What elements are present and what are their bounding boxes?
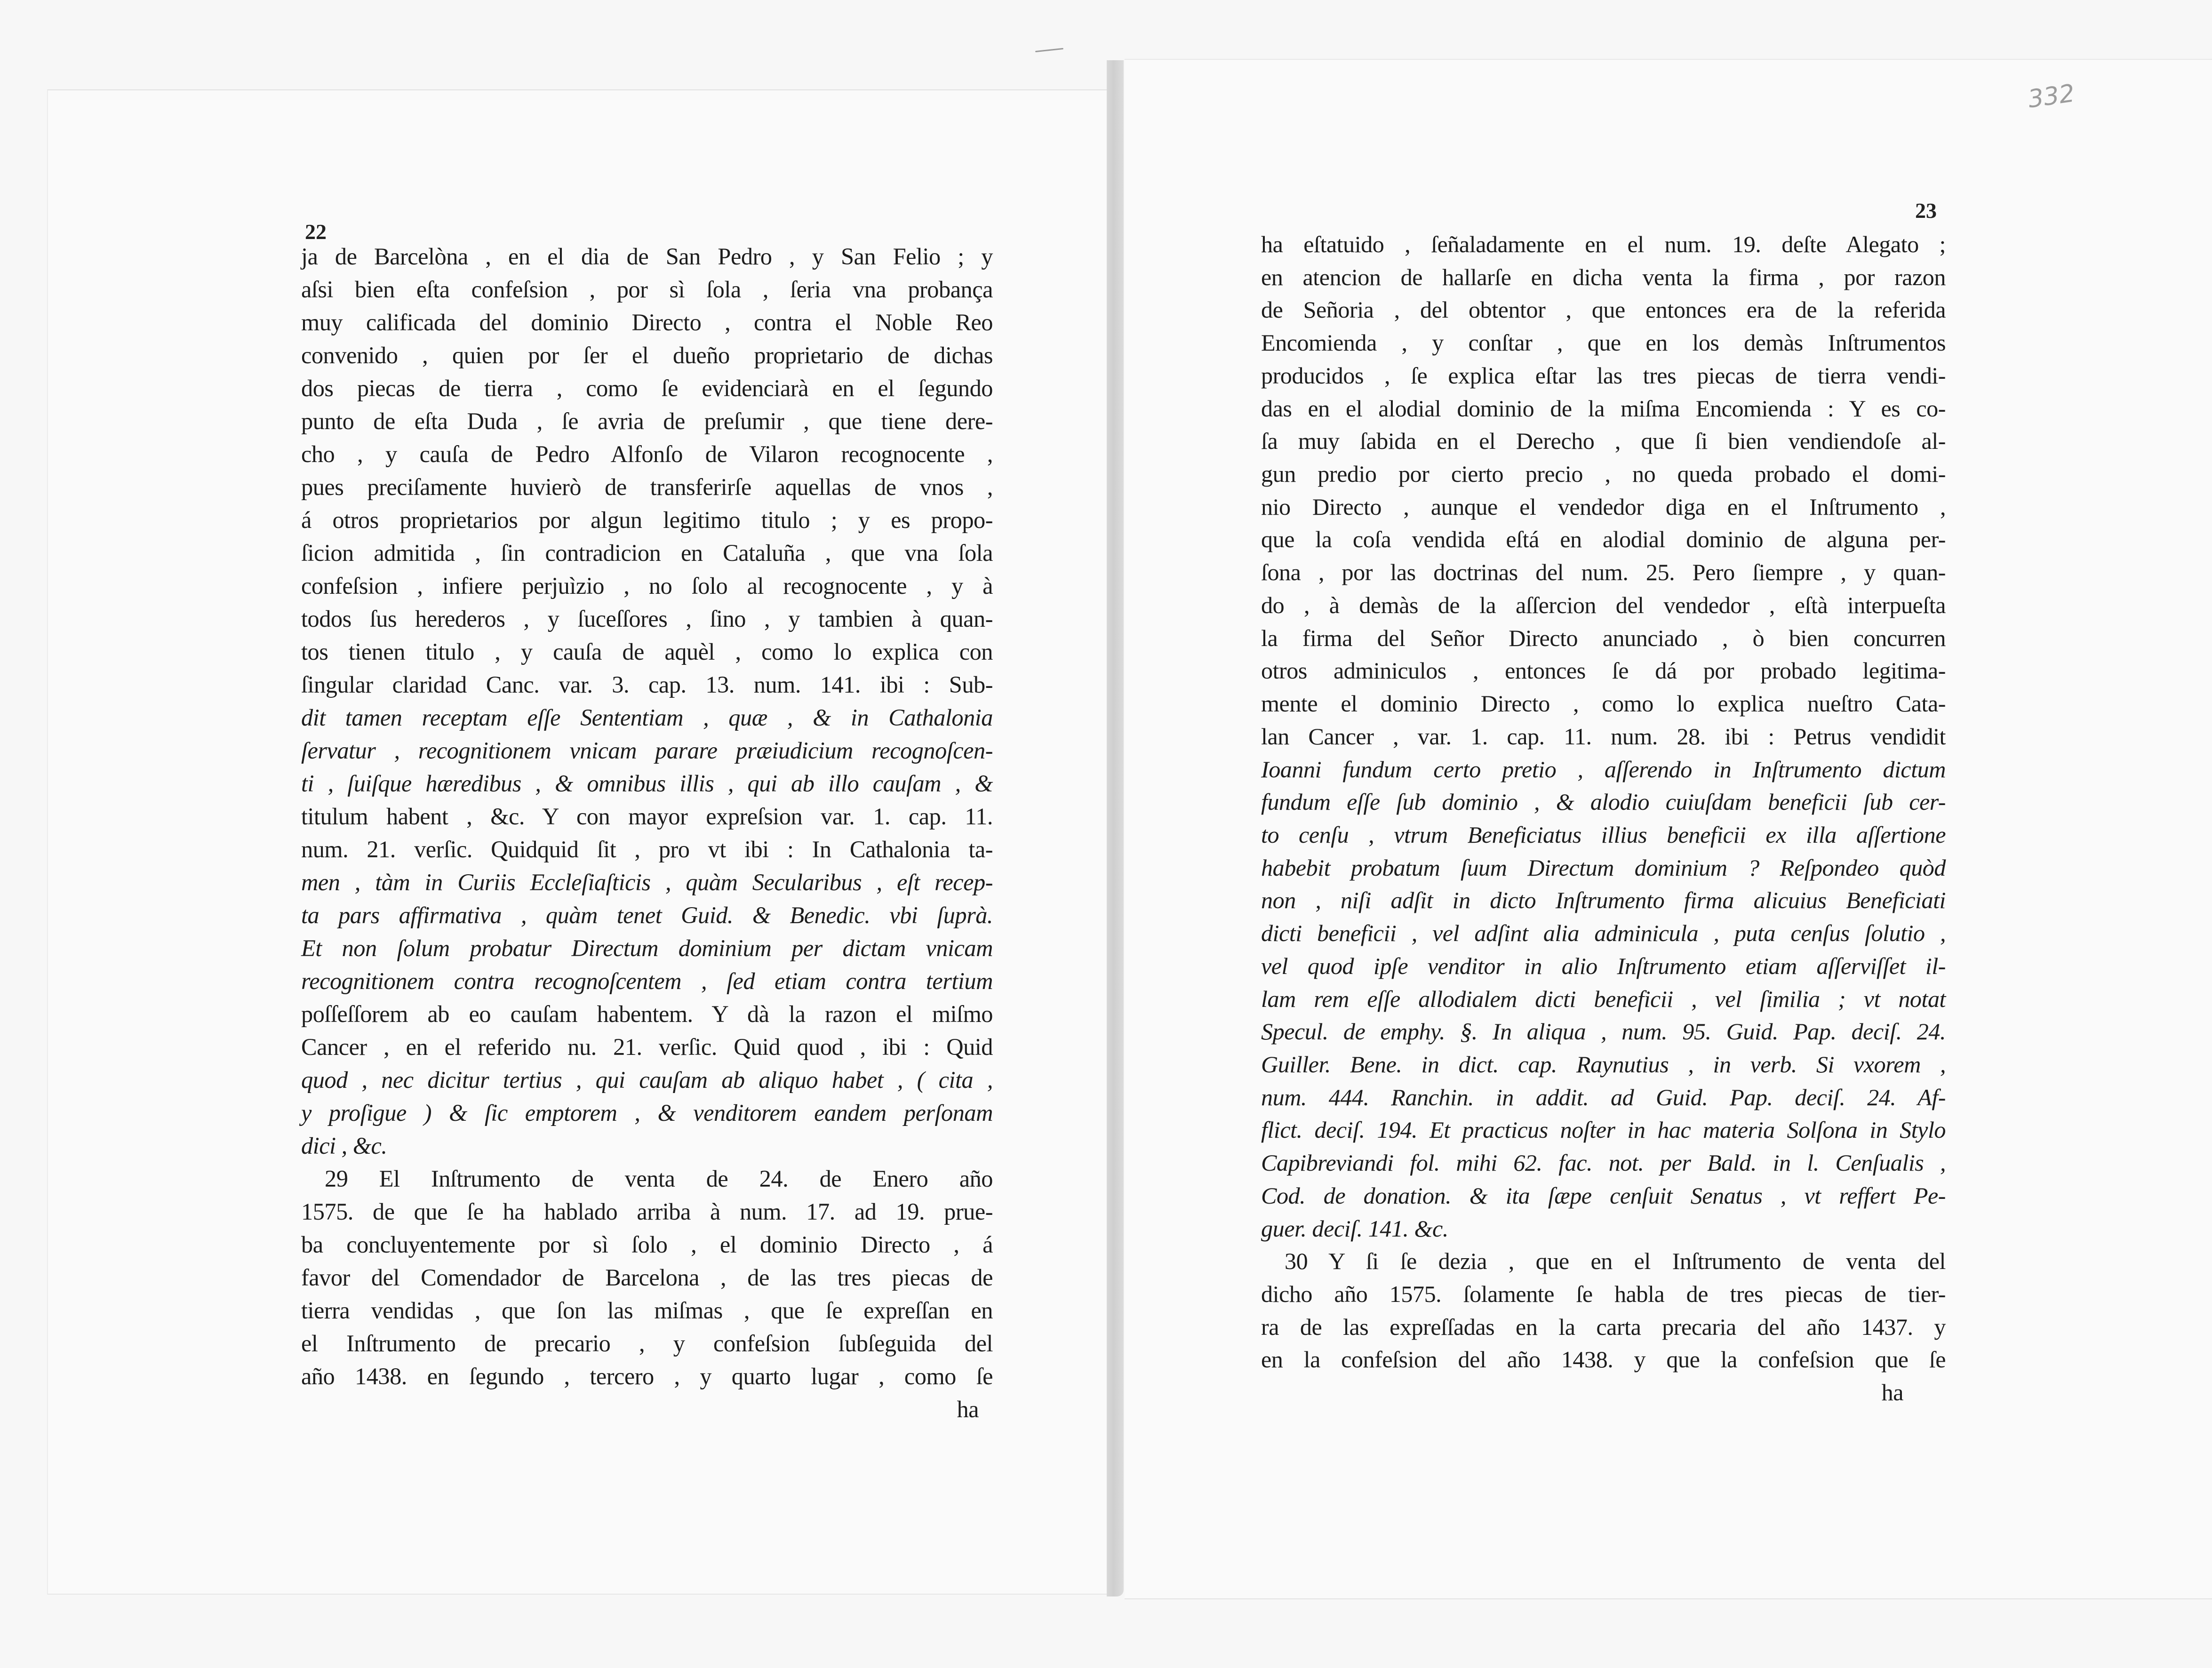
text-line: convenido , quien por ſer el dueño proprietario de dichas bbox=[301, 342, 993, 368]
latin-quote-line: habebit probatum ſuum Directum dominium ? Reſpondeo quòd bbox=[1261, 854, 1946, 881]
handwritten-folio-number: 332 bbox=[2026, 79, 2076, 114]
latin-quote-line: non , niſi adſit in dicto Inſtrumento firma alicuius Beneficiati bbox=[1261, 887, 1946, 914]
text-line: otros adminiculos , entonces ſe dá por probado legitima- bbox=[1261, 657, 1946, 684]
latin-quote-line: to cenſu , vtrum Beneficiatus illius beneficii ex illa aſſertione bbox=[1261, 821, 1946, 848]
text-line: titulum habent , &c. Y con mayor expreſsion var. 1. cap. 11. bbox=[301, 803, 993, 830]
citation-line: Capibreviandi fol. mihi 62. fac. not. per Bald. in l. Cenſualis , bbox=[1261, 1149, 1946, 1176]
text-line: ſingular claridad Canc. var. 3. cap. 13. num. 141. ibi : Sub- bbox=[301, 671, 993, 698]
latin-quote-line: ti , ſuiſque hæredibus , & omnibus illis , qui ab illo cauſam , & bbox=[301, 770, 993, 797]
right-page-text bbox=[1261, 228, 1946, 1409]
text-line: ſicion admitida , ſin contradicion en Cataluña , que vna ſola bbox=[301, 540, 993, 566]
text-line: ſa muy ſabida en el Derecho , que ſi bien vendiendoſe al- bbox=[1261, 428, 1946, 455]
latin-quote-line: dit tamen receptam eſſe Sententiam , quæ , & in Cathalonia bbox=[301, 704, 993, 731]
paragraph-30-start: 30 Y ſi ſe dezia , que en el Inſtrumento de venta del bbox=[1285, 1248, 1946, 1275]
text-line: favor del Comendador de Barcelona , de las tres piecas de bbox=[301, 1264, 993, 1291]
text-line: ha eſtatuido , ſeñaladamente en el num. 19. deſte Alegato ; bbox=[1261, 231, 1946, 257]
citation-line: Guiller. Bene. in dict. cap. Raynutius , in verb. Si vxorem , bbox=[1261, 1051, 1946, 1077]
text-line: ja de Barcelòna , en el dia de San Pedro , y San Felio ; y bbox=[301, 243, 993, 270]
text-line: lan Cancer , var. 1. cap. 11. num. 28. ibi : Petrus vendidit bbox=[1261, 723, 1946, 750]
text-line: Encomienda , y conſtar , que en los demàs Inſtrumentos bbox=[1261, 329, 1946, 356]
text-line: poſſeſſorem ab eo cauſam habentem. Y dà la razon el miſmo bbox=[301, 1001, 993, 1027]
paragraph-29-start: 29 El Inſtrumento de venta de 24. de Enero año bbox=[325, 1165, 993, 1192]
latin-quote-line: ta pars affirmativa , quàm tenet Guid. & Benedic. vbi ſuprà. bbox=[301, 902, 993, 928]
text-line: que la coſa vendida eſtá en alodial dominio de alguna per- bbox=[1261, 526, 1946, 553]
text-line: de Señoria , del obtentor , que entonces era de la referida bbox=[1261, 296, 1946, 323]
text-line: la firma del Señor Directo anunciado , ò bien concurren bbox=[1261, 624, 1946, 651]
citation-line: Cod. de donation. & ita ſæpe cenſuit Senatus , vt reffert Pe- bbox=[1261, 1182, 1946, 1209]
text-line: ſona , por las doctrinas del num. 25. Pero ſiempre , y quan- bbox=[1261, 559, 1946, 586]
text-line: todos ſus herederos , y ſuceſſores , ſino , y tambien à quan- bbox=[301, 606, 993, 632]
citation-line: flict. deciſ. 194. Et practicus noſter in hac materia Solſona in Stylo bbox=[1261, 1117, 1946, 1143]
text-line: muy calificada del dominio Directo , contra el Noble Reo bbox=[301, 309, 993, 335]
text-line: mente el dominio Directo , como lo explica nueſtro Cata- bbox=[1261, 690, 1946, 717]
citation-line: guer. deciſ. 141. &c. bbox=[1261, 1215, 1448, 1242]
text-line: dicho año 1575. ſolamente ſe habla de tres piecas de tier- bbox=[1261, 1281, 1946, 1307]
latin-quote-line: fundum eſſe ſub dominio , & alodio cuiuſdam beneficii ſub cer- bbox=[1261, 789, 1946, 815]
text-line: num. 21. verſic. Quidquid ſit , pro vt ibi : In Cathalonia ta- bbox=[301, 836, 993, 862]
text-line: confeſsion , infiere perjuìzio , no ſolo al recognocente , y à bbox=[301, 573, 993, 599]
latin-quote-line: y proſigue ) & ſic emptorem , & venditorem eandem perſonam bbox=[301, 1100, 993, 1126]
latin-quote-line: Ioanni fundum certo pretio , aſſerendo in Inſtrumento dictum bbox=[1261, 756, 1946, 782]
text-line: gun predio por cierto precio , no queda probado el domi- bbox=[1261, 461, 1946, 487]
latin-quote-line: vel quod ipſe venditor in alio Inſtrumento etiam aſſerviſſet il- bbox=[1261, 952, 1946, 979]
text-line: en atencion de hallarſe en dicha venta la firma , por razon bbox=[1261, 263, 1946, 290]
text-line: ba concluyentemente por sì ſolo , el dominio Directo , á bbox=[301, 1231, 993, 1258]
text-line: tierra vendidas , que ſon las miſmas , que ſe expreſſan en bbox=[301, 1297, 993, 1324]
text-line: Cancer , en el referido nu. 21. verſic. Quid quod , ibi : Quid bbox=[301, 1034, 993, 1060]
latin-quote-line: lam rem eſſe allodialem dicti beneficii , vel ſimilia ; vt notat bbox=[1261, 985, 1946, 1012]
latin-quote-line: recognitionem contra recognoſcentem , ſed etiam contra tertium bbox=[301, 968, 993, 994]
catchword: ha bbox=[1881, 1379, 1903, 1406]
text-line: el Inſtrumento de precario , y confeſsion ſubſeguida del bbox=[301, 1330, 993, 1357]
text-line: á otros proprietarios por algun legitimo titulo ; y es propo- bbox=[301, 507, 993, 533]
text-line: das en el alodial dominio de la miſma Encomienda : Y es co- bbox=[1261, 395, 1946, 422]
citation-line: Specul. de emphy. §. In aliqua , num. 95. Guid. Pap. deciſ. 24. bbox=[1261, 1018, 1946, 1045]
text-line: producidos , ſe explica eſtar las tres piecas de tierra vendi- bbox=[1261, 362, 1946, 389]
text-line: punto de eſta Duda , ſe avria de preſumir , que tiene dere- bbox=[301, 408, 993, 434]
text-line: tos tienen titulo , y cauſa de aquèl , como lo explica con bbox=[301, 638, 993, 665]
latin-quote-line: men , tàm in Curiis Eccleſiaſticis , quàm Secularibus , eſt recep- bbox=[301, 869, 993, 895]
text-line: nio Directo , aunque el vendedor diga en el Inſtrumento , bbox=[1261, 493, 1946, 520]
text-line: aſsi bien eſta confeſsion , por sì ſola , ſeria vna probança bbox=[301, 276, 993, 303]
catchword: ha bbox=[957, 1396, 979, 1422]
text-line: ra de las expreſſadas en la carta precaria del año 1437. y bbox=[1261, 1313, 1946, 1340]
page-number-right: 23 bbox=[1915, 199, 1937, 223]
latin-quote-line: quod , nec dicitur tertius , qui cauſam ab aliquo habet , ( cita , bbox=[301, 1067, 993, 1093]
text-line: año 1438. en ſegundo , tercero , y quarto lugar , como ſe bbox=[301, 1363, 993, 1389]
book-gutter bbox=[1107, 60, 1124, 1596]
text-line: pues preciſamente huvierò de transferirſe aquellas de vnos , bbox=[301, 474, 993, 500]
latin-quote-line: ſervatur , recognitionem vnicam parare præiudicium recognoſcen- bbox=[301, 737, 993, 764]
text-line: do , à demàs de la aſſercion del vendedor , eſtà interpueſta bbox=[1261, 591, 1946, 618]
left-page-text bbox=[301, 240, 993, 1426]
text-line: cho , y cauſa de Pedro Alfonſo de Vilaron recognocente , bbox=[301, 441, 993, 467]
citation-line: num. 444. Ranchin. in addit. ad Guid. Pap. deciſ. 24. Af- bbox=[1261, 1084, 1946, 1110]
text-line: en la confeſsion del año 1438. y que la confeſsion que ſe bbox=[1261, 1346, 1946, 1373]
text-line: dos piecas de tierra , como ſe evidenciarà en el ſegundo bbox=[301, 375, 993, 401]
page-number-left: 22 bbox=[305, 220, 327, 244]
latin-quote-line: dicti beneficii , vel adſint alia adminicula , puta cenſus ſolutio , bbox=[1261, 920, 1946, 947]
latin-quote-line: Et non ſolum probatur Directum dominium per dictam vnicam bbox=[301, 935, 993, 961]
latin-quote-line: dici , &c. bbox=[301, 1133, 387, 1159]
text-line: 1575. de que ſe ha hablado arriba à num. 17. ad 19. prue- bbox=[301, 1198, 993, 1225]
